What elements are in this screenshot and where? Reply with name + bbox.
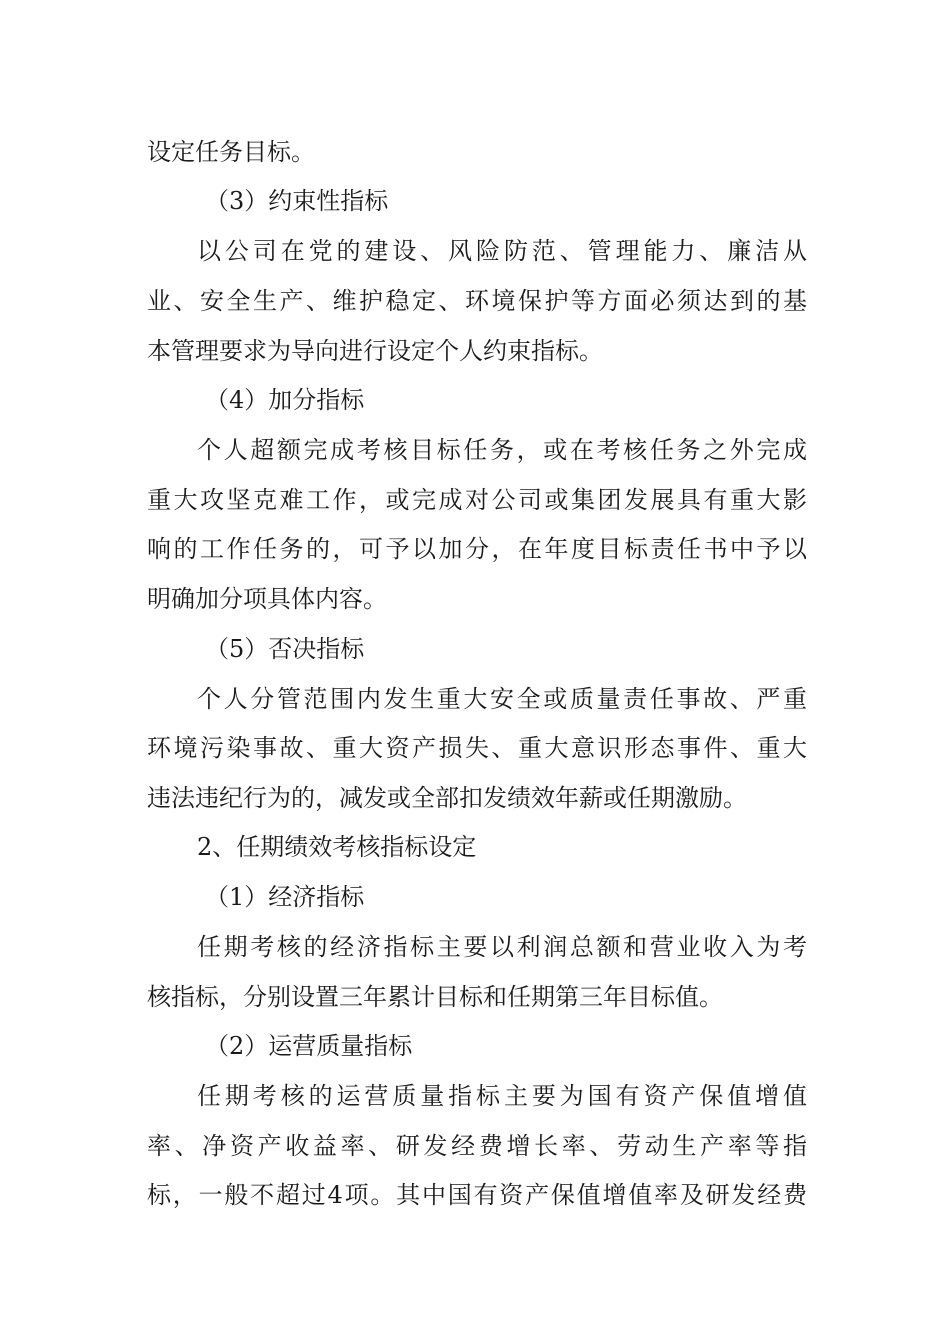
section-heading: （3）约束性指标 xyxy=(205,187,389,215)
paragraph-line: 任期考核的经济指标主要以利润总额和营业收入为考 xyxy=(197,933,807,961)
paragraph-line: 明确加分项具体内容。 xyxy=(147,585,387,613)
section-heading: （2）运营质量指标 xyxy=(205,1032,413,1060)
paragraph-line: 核指标，分别设置三年累计目标和任期第三年目标值。 xyxy=(147,983,723,1011)
paragraph-line: 本管理要求为导向进行设定个人约束指标。 xyxy=(147,337,603,365)
paragraph-line: 设定任务目标。 xyxy=(147,138,315,166)
paragraph-line: 业、安全生产、维护稳定、环境保护等方面必须达到的基 xyxy=(147,287,807,315)
paragraph-line: 重大攻坚克难工作，或完成对公司或集团发展具有重大影 xyxy=(147,486,807,514)
paragraph-line: 率、净资产收益率、研发经费增长率、劳动生产率等指 xyxy=(147,1132,807,1160)
paragraph-line: 标，一般不超过4项。其中国有资产保值增值率及研发经费 xyxy=(147,1181,807,1209)
section-heading: 2、任期绩效考核指标设定 xyxy=(197,833,477,861)
paragraph-line: 个人分管范围内发生重大安全或质量责任事故、严重 xyxy=(197,685,807,713)
paragraph-line: 违法违纪行为的，减发或全部扣发绩效年薪或任期激励。 xyxy=(147,784,747,812)
section-heading: （5）否决指标 xyxy=(205,635,365,663)
paragraph-line: 响的工作任务的，可予以加分，在年度目标责任书中予以 xyxy=(147,535,807,563)
paragraph-line: 以公司在党的建设、风险防范、管理能力、廉洁从 xyxy=(197,237,807,265)
section-heading: （1）经济指标 xyxy=(205,883,365,911)
paragraph-line: 任期考核的运营质量指标主要为国有资产保值增值 xyxy=(197,1082,807,1110)
section-heading: （4）加分指标 xyxy=(205,386,365,414)
paragraph-line: 个人超额完成考核目标任务，或在考核任务之外完成 xyxy=(197,436,807,464)
paragraph-line: 环境污染事故、重大资产损失、重大意识形态事件、重大 xyxy=(147,734,807,762)
